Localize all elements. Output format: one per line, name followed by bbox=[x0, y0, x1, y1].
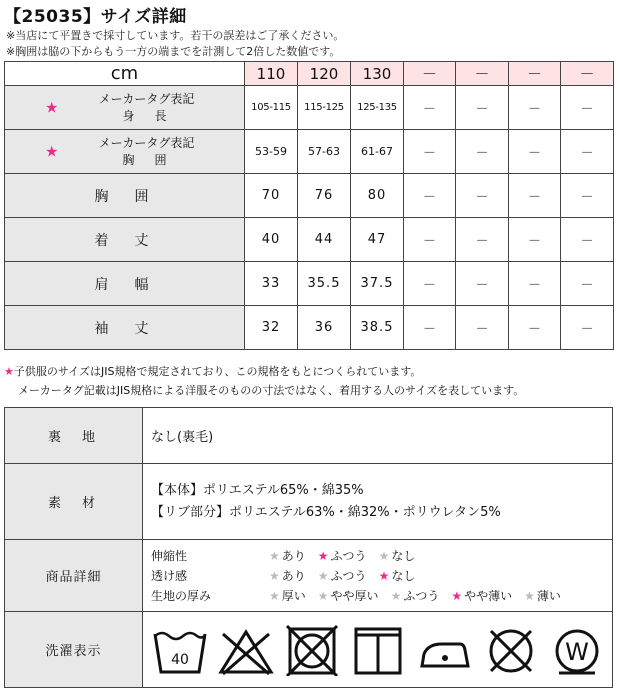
table-row bbox=[5, 540, 613, 612]
unit-label: cm bbox=[5, 62, 245, 86]
size-header: 120 bbox=[298, 62, 351, 86]
detail-option-selected bbox=[318, 547, 367, 564]
wash-temp: 40 bbox=[171, 651, 189, 668]
row-label-sleeve: 袖 丈 bbox=[5, 306, 245, 350]
star-icon: ★ bbox=[269, 549, 280, 563]
table-cell: － bbox=[404, 86, 456, 130]
no-bleach-icon bbox=[217, 624, 275, 676]
detail-name: 透け感 bbox=[151, 569, 188, 583]
table-cell: － bbox=[561, 262, 614, 306]
table-cell: － bbox=[509, 174, 561, 218]
tag-footnote: メーカータグ記載はJIS規格による洋服そのものの寸法ではなく、着用する人のサイズを表しています。 bbox=[18, 384, 525, 397]
tag-chest-label bbox=[5, 130, 245, 174]
detail-option-text: なし bbox=[391, 569, 416, 583]
row-label-line1: メーカータグ表記 bbox=[98, 91, 195, 106]
table-cell: － bbox=[561, 130, 614, 174]
laundry-label: 洗濯表示 bbox=[5, 612, 143, 688]
size-header-row bbox=[5, 62, 614, 86]
table-cell: 33 bbox=[245, 262, 298, 306]
star-icon: ★ bbox=[524, 589, 535, 603]
table-cell: － bbox=[456, 306, 509, 350]
wash-40-icon bbox=[151, 624, 209, 676]
size-header: － bbox=[561, 62, 614, 86]
tag-height-label bbox=[5, 86, 245, 130]
table-cell: － bbox=[509, 306, 561, 350]
table-row bbox=[5, 464, 613, 540]
size-header: 130 bbox=[351, 62, 404, 86]
table-cell: 32 bbox=[245, 306, 298, 350]
row-label-chest: 胸 囲 bbox=[5, 174, 245, 218]
footnote-text: 子供服のサイズはJIS規格で規定されており、この規格をもとにつくられています。 bbox=[13, 365, 422, 378]
detail-option-text: あり bbox=[281, 549, 306, 563]
details-value bbox=[143, 540, 613, 612]
lining-label: 裏 地 bbox=[5, 408, 143, 464]
table-cell: 47 bbox=[351, 218, 404, 262]
table-cell: 61-67 bbox=[351, 130, 404, 174]
size-header: － bbox=[404, 62, 456, 86]
laundry-icons bbox=[143, 612, 613, 688]
page-title: 【25035】サイズ詳細 bbox=[4, 7, 187, 27]
detail-option-text: ふつう bbox=[403, 589, 440, 603]
star-icon: ★ bbox=[317, 569, 329, 583]
table-cell: － bbox=[456, 86, 509, 130]
wet-clean-icon bbox=[548, 624, 606, 676]
detail-option-text: ふつう bbox=[330, 569, 367, 583]
line-dry-icon bbox=[349, 624, 407, 676]
detail-name: 生地の厚み bbox=[151, 589, 212, 603]
size-header: － bbox=[456, 62, 509, 86]
table-cell: 35.5 bbox=[298, 262, 351, 306]
star-icon: ★ bbox=[378, 549, 390, 563]
table-row bbox=[5, 306, 614, 350]
low-iron-icon bbox=[416, 624, 474, 676]
measurement-note: ※当店にて平置きで採寸しています。若干の誤差はご了承ください。 bbox=[6, 29, 345, 42]
detail-option-text: 薄い bbox=[536, 589, 561, 603]
size-header: － bbox=[509, 62, 561, 86]
row-label-line1: メーカータグ表記 bbox=[98, 135, 195, 150]
table-cell: － bbox=[561, 218, 614, 262]
star-icon: ★ bbox=[317, 549, 329, 563]
detail-option-text: やや薄い bbox=[464, 589, 513, 603]
table-cell: － bbox=[509, 218, 561, 262]
table-cell: － bbox=[509, 130, 561, 174]
detail-option-text: なし bbox=[391, 549, 416, 563]
table-cell: － bbox=[456, 218, 509, 262]
wet-clean-letter: W bbox=[565, 637, 589, 666]
table-row bbox=[5, 262, 614, 306]
star-icon: ★ bbox=[317, 589, 329, 603]
table-cell: － bbox=[456, 174, 509, 218]
table-cell: 53-59 bbox=[245, 130, 298, 174]
detail-row bbox=[151, 566, 612, 586]
star-icon: ★ bbox=[269, 569, 280, 583]
star-icon: ★ bbox=[4, 365, 14, 378]
star-icon: ★ bbox=[269, 589, 280, 603]
table-cell: － bbox=[404, 262, 456, 306]
table-cell: － bbox=[509, 86, 561, 130]
detail-option-text: ふつう bbox=[330, 549, 367, 563]
details-label: 商品詳細 bbox=[5, 540, 143, 612]
table-cell: － bbox=[509, 262, 561, 306]
detail-row bbox=[151, 586, 612, 606]
row-label-length: 着 丈 bbox=[5, 218, 245, 262]
table-row bbox=[5, 218, 614, 262]
table-cell: 70 bbox=[245, 174, 298, 218]
detail-name: 伸縮性 bbox=[151, 549, 188, 563]
table-cell: 125-135 bbox=[351, 86, 404, 130]
table-cell: － bbox=[561, 306, 614, 350]
material-value bbox=[143, 464, 613, 540]
table-cell: 80 bbox=[351, 174, 404, 218]
detail-option-text: あり bbox=[281, 569, 306, 583]
table-cell: － bbox=[456, 130, 509, 174]
row-label-shoulder: 肩 幅 bbox=[5, 262, 245, 306]
table-cell: 76 bbox=[298, 174, 351, 218]
detail-row bbox=[151, 546, 612, 566]
material-label: 素 材 bbox=[5, 464, 143, 540]
size-header: 110 bbox=[245, 62, 298, 86]
table-cell: － bbox=[404, 218, 456, 262]
table-cell: － bbox=[561, 174, 614, 218]
detail-option-selected bbox=[451, 587, 512, 604]
detail-option bbox=[269, 587, 306, 604]
table-cell: 57-63 bbox=[298, 130, 351, 174]
star-icon: ★ bbox=[390, 589, 402, 603]
detail-option bbox=[379, 547, 416, 564]
table-cell: 38.5 bbox=[351, 306, 404, 350]
table-row bbox=[5, 86, 614, 130]
table-cell: 40 bbox=[245, 218, 298, 262]
material-line: 【本体】ポリエステル65%・綿35% bbox=[151, 482, 364, 498]
lining-value: なし(裏毛) bbox=[143, 408, 613, 464]
table-row bbox=[5, 130, 614, 174]
row-label-line2: 身 長 bbox=[122, 108, 171, 123]
detail-option bbox=[269, 547, 306, 564]
no-tumble-dry-icon bbox=[283, 624, 341, 676]
star-icon: ★ bbox=[378, 569, 390, 583]
table-cell: － bbox=[456, 262, 509, 306]
table-cell: － bbox=[404, 306, 456, 350]
row-label-line2: 胸 囲 bbox=[122, 152, 171, 167]
chest-note: ※胸囲は脇の下からもう一方の端までを計測して2倍した数値です。 bbox=[6, 45, 341, 58]
table-row bbox=[5, 174, 614, 218]
table-cell: 115-125 bbox=[298, 86, 351, 130]
no-dry-clean-icon bbox=[482, 624, 540, 676]
table-row bbox=[5, 612, 613, 688]
detail-option bbox=[318, 567, 367, 584]
star-icon: ★ bbox=[451, 589, 463, 603]
table-cell: － bbox=[404, 130, 456, 174]
table-row bbox=[5, 408, 613, 464]
detail-option-text: やや厚い bbox=[330, 589, 379, 603]
detail-option bbox=[269, 567, 306, 584]
detail-option bbox=[391, 587, 440, 604]
detail-option bbox=[524, 587, 561, 604]
product-info-table bbox=[4, 407, 613, 688]
material-line: 【リブ部分】ポリエステル63%・綿32%・ポリウレタン5% bbox=[151, 504, 501, 520]
table-cell: － bbox=[404, 174, 456, 218]
star-icon: ★ bbox=[45, 142, 59, 160]
detail-option-text: 厚い bbox=[281, 589, 306, 603]
detail-option-selected bbox=[379, 567, 416, 584]
table-cell: 44 bbox=[298, 218, 351, 262]
detail-option bbox=[318, 587, 379, 604]
jis-footnote bbox=[4, 363, 421, 379]
star-icon: ★ bbox=[45, 98, 59, 116]
size-table bbox=[4, 61, 614, 350]
table-cell: 36 bbox=[298, 306, 351, 350]
table-cell: 37.5 bbox=[351, 262, 404, 306]
table-cell: － bbox=[561, 86, 614, 130]
table-cell: 105-115 bbox=[245, 86, 298, 130]
